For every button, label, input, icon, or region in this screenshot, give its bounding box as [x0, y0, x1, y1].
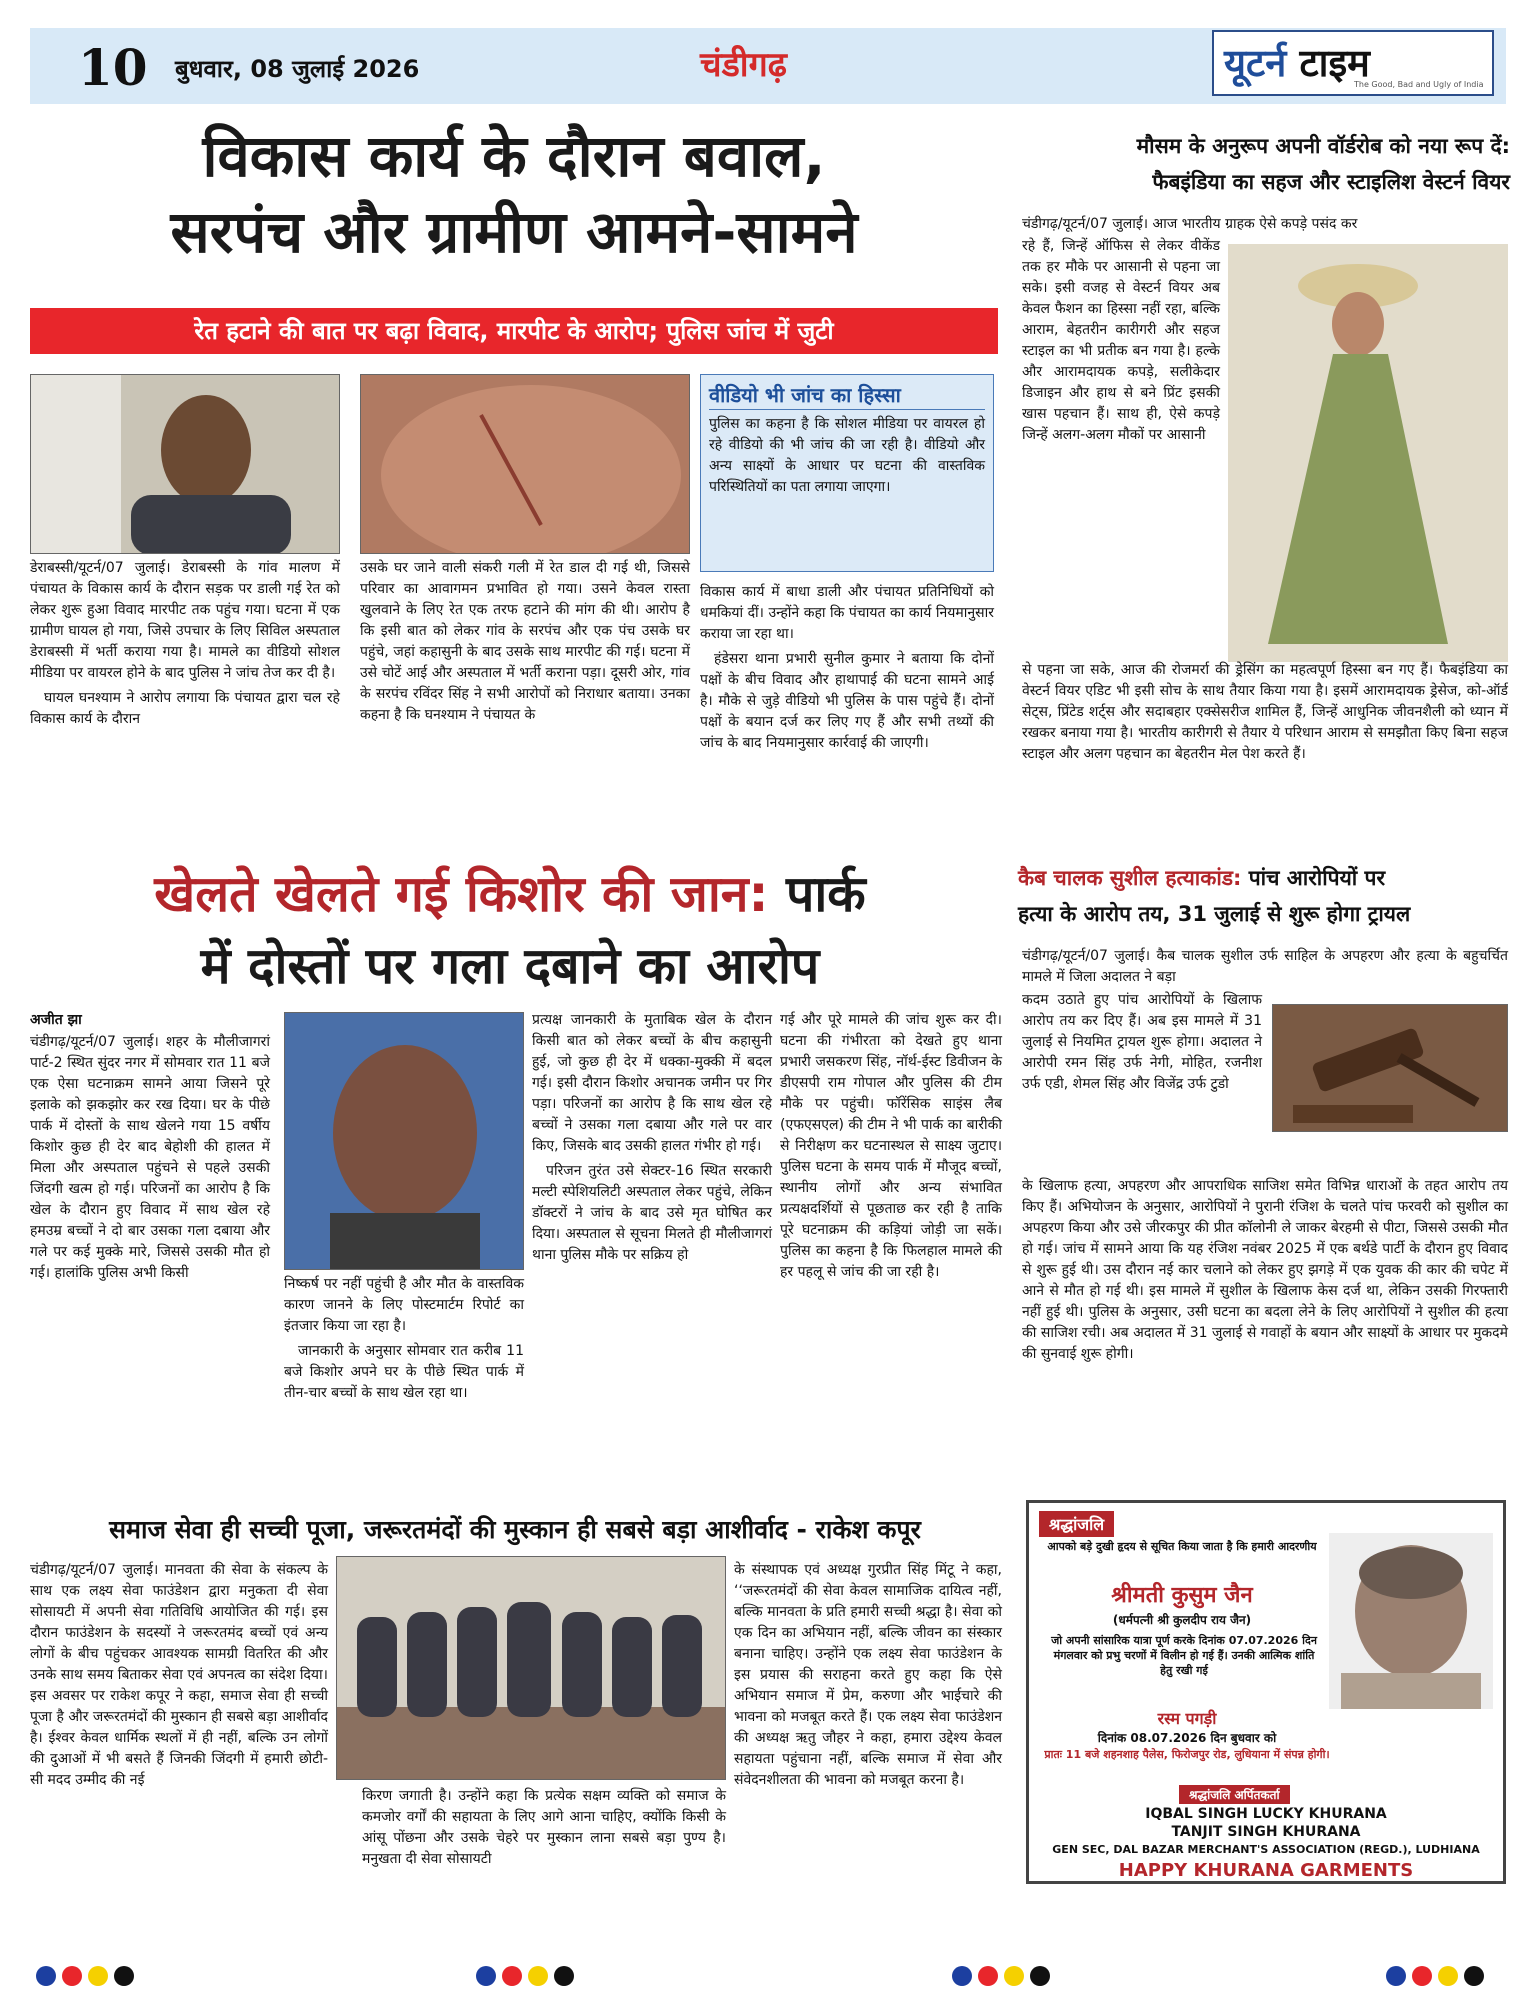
story3-column1: चंडीगढ़/यूटर्न/07 जुलाई। मानवता की सेवा के संकल्प के साथ एक लक्ष्य सेवा फाउंडेशन द्वारा मनुकता दी सेवा सोसायटी में अपनी सेवा गतिविधि आयोजित की गई। इस दौरान फाउंडेशन के सदस्यों ने जरूरतमंद बच्चों एवं अन्य लोगों के बीच पहुंचकर आवश्यक सामग्री वितरित की और उनके साथ समय बिताकर सेवा एवं अपनत्व का संदेश दिया। इस अवसर पर राकेश कपूर ने कहा, समाज सेवा ही सच्ची पूजा है और जरूरतमंदों की मुस्कान ही सबसे बड़ा आशीर्वाद है। ईश्वर केवल धार्मिक स्थलों में ही नहीं, बल्कि उन लोगों की दुआओं में भी बसते हैं जिनकी जिंदगी में हमारी छोटी-सी मदद उम्मीद की नई — [30, 1562, 328, 1788]
gavel-photo — [1272, 1004, 1508, 1132]
cab-headline-black: पांच आरोपियों पर — [1248, 866, 1386, 890]
association-name: GEN SEC, DAL BAZAR MERCHANT'S ASSOCIATION (REGD.), LUDHIANA — [1052, 1843, 1480, 1856]
cab-column-wide: के खिलाफ हत्या, अपहरण और आपराधिक साजिश समेत विभिन्न धाराओं के तहत आरोप तय किए हैं। अभियोजन के अनुसार, आरोपियों ने पुरानी रंजिश के चलते पांच फरवरी को सुशील का अपहरण किया और उसे जीरकपुर की प्रीत कॉलोनी ले जाकर बेरहमी से पीटा, जिससे उसकी मौत हो गई। जांच में सामने आया कि यह रंजिश नवंबर 2025 में एक बर्थडे पार्टी के दौरान हुए विवाद से शुरू हुई थी। उस दौरान नई कार चलाने को लेकर हुए झगड़े में एक युवक की कार की चपेट में आने से मौत हो गई थी। इस मामले में सुशील के खिलाफ केस दर्ज था, लेकिन उसकी गिरफ्तारी नहीं हुई थी। पुलिस के अनुसार, उसी घटना का बदला लेने के लिए आरोपियों ने सुशील की हत्या की साजिश रची। अब अदालत में 31 जुलाई से गवाहों के बयान और साक्ष्यों के आधार पर मुकदमे की सुनवाई शुरू होगी। — [1022, 1178, 1508, 1362]
deceased-name: श्रीमती कुसुम जैन — [1111, 1583, 1253, 1608]
offered-by-name2: TANJIT SINGH KHURANA — [1171, 1824, 1361, 1840]
registration-marks-3 — [952, 1966, 1050, 1986]
group-photo — [336, 1556, 726, 1780]
cab-dateline: चंडीगढ़/यूटर्न/07 जुलाई। कैब चालक सुशील उर्फ साहिल के अपहरण और हत्या के बहुचर्चित मामले में जिला अदालत ने बड़ा — [1022, 948, 1508, 985]
offered-by-name1: IQBAL SINGH LUCKY KHURANA — [1145, 1806, 1387, 1822]
registration-marks-1 — [36, 1966, 134, 1986]
logo-main: यूटर्न — [1224, 41, 1287, 85]
obituary-title: श्रद्धांजलि — [1039, 1511, 1114, 1537]
cab-headline-line2: हत्या के आरोप तय, 31 जुलाई से शुरू होगा ट्रायल — [1018, 902, 1411, 926]
sidebar-box-title: वीडियो भी जांच का हिस्सा — [709, 381, 985, 410]
model-photo — [1228, 244, 1508, 662]
story3-column3: के संस्थापक एवं अध्यक्ष गुरप्रीत सिंह मिंटू ने कहा, ‘‘जरूरतमंदों की सेवा केवल सामाजिक दायित्व नहीं, बल्कि मानवता के प्रति हमारी सच्ची श्रद्धा है। सेवा को एक दिन का अभियान नहीं, बल्कि जीवन का संस्कार बनाना चाहिए। उन्होंने एक लक्ष्य सेवा फाउंडेशन के इस प्रयास की सराहना करते हुए कहा कि ऐसे अभियान समाज में प्रेम, करुणा और भाईचारे की भावना को मजबूत करते हैं। एक लक्ष्य सेवा फाउंडेशन की अध्यक्ष ऋतु जौहर ने कहा, हमारा उद्देश्य केवल सहायता पहुंचाना नहीं, बल्कि समाज में सेवा और संवेदनशीलता की भावना को मजबूत करना है। — [734, 1562, 1002, 1788]
fabindia-headline — [1020, 128, 1510, 200]
logo-tagline: The Good, Bad and Ugly of India — [1354, 80, 1484, 89]
obituary-advert — [1026, 1500, 1506, 1884]
ceremony-date: दिनांक 08.07.2026 दिन बुधवार को — [1097, 1731, 1277, 1745]
registration-marks-2 — [476, 1966, 574, 1986]
story3-headline: समाज सेवा ही सच्ची पूजा, जरूरतमंदों की मुस्कान ही सबसे बड़ा आशीर्वाद - राकेश कपूर — [109, 1515, 921, 1544]
story1-column1: डेराबस्सी/यूटर्न/07 जुलाई। डेराबस्सी के गांव मालण में पंचायत के विकास कार्य के दौरान सड़क पर डाली गई रेत को लेकर शुरू हुआ विवाद मारपीट तक पहुंच गया। घटना में एक ग्रामीण घायल हो गया, जिसे उपचार के लिए सिविल अस्पताल डेराबस्सी में भर्ती कराया गया है। मामले का वीडियो सोशल मीडिया पर वायरल होने के बाद पुलिस ने जांच तेज कर दी है। घायल घनश्याम ने आरोप लगाया कि पंचायत द्वारा चल रहे विकास कार्य के दौरान — [30, 560, 340, 727]
story2-headline-line2: में दोस्तों पर गला दबाने का आरोप — [200, 937, 820, 995]
firm-name: HAPPY KHURANA GARMENTS — [1118, 1860, 1414, 1881]
offered-by-label: श्रद्धांजलि अर्पितकर्ता — [1179, 1785, 1290, 1804]
offered-by-names — [1029, 1805, 1503, 1883]
newspaper-logo — [1212, 30, 1494, 96]
cab-headline-red: कैब चालक सुशील हत्याकांड: — [1018, 866, 1242, 890]
story2-headline — [30, 858, 990, 1002]
story2-column2: निष्कर्ष पर नहीं पहुंची है और मौत के वास्तविक कारण जानने के लिए पोस्टमार्टम रिपोर्ट का इंतजार किया जा रहा है। जानकारी के अनुसार सोमवार रात करीब 11 बजे किशोर अपने घर के पीछे स्थित पार्क में तीन-चार बच्चों के साथ खेल रहा था। — [284, 1276, 524, 1401]
edition-name: चंडीगढ़ — [700, 45, 787, 85]
victim-photo — [284, 1012, 524, 1270]
story1-headline-line2: सरपंच और ग्रामीण आमने-सामने — [170, 198, 858, 266]
ceremony-venue: प्रातः 11 बजे शहनशाह पैलेस, फिरोजपुर रोड, लुधियाना में संपन्न होगी। — [1044, 1748, 1330, 1761]
story3-column2: किरण जगाती है। उन्होंने कहा कि प्रत्येक सक्षम व्यक्ति को समाज के कमजोर वर्गों की सहायता के लिए आगे आना चाहिए, क्योंकि किसी के आंसू पोंछना और उसके चेहरे पर मुस्कान लाना सबसे बड़ा पुण्य है। मनुखता दी सेवा सोसायटी — [362, 1788, 726, 1867]
fabindia-dateline: चंडीगढ़/यूटर्न/07 जुलाई। आज भारतीय ग्राहक ऐसे कपड़े पसंद कर — [1022, 216, 1358, 232]
obituary-body: जो अपनी सांसारिक यात्रा पूर्ण करके दिनांक 07.07.2026 दिन मंगलवार को प्रभु चरणों में विलीन हो गई हैं। उनकी आत्मिक शांति हेतु रखी गई — [1051, 1634, 1317, 1677]
story1-subheadline: रेत हटाने की बात पर बढ़ा विवाद, मारपीट के आरोप; पुलिस जांच में जुटी — [30, 308, 998, 354]
ceremony-name: रस्म पगड़ी — [1157, 1709, 1217, 1728]
cab-column-narrow: कदम उठाते हुए पांच आरोपियों के खिलाफ आरोप तय कर दिए हैं। अब इस मामले में 31 जुलाई से नियमित ट्रायल शुरू होगा। अदालत ने आरोपी रमन सिंह उर्फ नेगी, मोहित, रजनीश उर्फ एडी, शेमल सिंह और विजेंद्र उर्फ टुडो — [1022, 992, 1262, 1092]
story2-headline-red: खेलते खेलते गई किशोर की जान: — [154, 865, 769, 923]
issue-date: बुधवार, 08 जुलाई 2026 — [175, 55, 420, 83]
story1-column2: उसके घर जाने वाली संकरी गली में रेत डाल दी गई थी, जिससे परिवार का आवागमन प्रभावित हो गया। उसने केवल रास्ता खुलवाने के लिए रेत एक तरफ हटाने की मांग की थी। आरोप है कि इसी बात को लेकर गांव के सरपंच और एक पंच उसके घर पहुंचे, जहां कहासुनी के बाद उसके साथ मारपीट की गई। घटना में उसे चोटें आई और अस्पताल में भर्ती कराना पड़ा। दूसरी ओर, गांव के सरपंच रविंदर सिंह ने सभी आरोपों को निराधार बताया। उनका कहना है कि घनश्याम ने पंचायत के — [360, 560, 690, 723]
story1-column3: विकास कार्य में बाधा डाली और पंचायत प्रतिनिधियों को धमकियां दीं। उन्होंने कहा कि पंचायत का कार्य नियमानुसार कराया जा रहा था। हंडेसरा थाना प्रभारी सुनील कुमार ने बताया कि दोनों पक्षों के बीच विवाद और हाथापाई की घटना सामने आई है। मौके से जुड़े वीडियो भी पुलिस के पास पहुंचे हैं। दोनों पक्षों के बयान दर्ज कर लिए गए हैं और सभी तथ्यों की जांच के बाद नियमानुसार कार्रवाई की जाएगी। — [700, 584, 994, 751]
cab-headline — [1018, 860, 1510, 932]
deceased-relation: (धर्मपत्नी श्री कुलदीप राय जैन) — [1112, 1613, 1252, 1627]
logo-second: टाइम — [1299, 41, 1370, 85]
injury-photo — [360, 374, 690, 554]
fabindia-column-wide: से पहना जा सके, आज की रोजमर्रा की ड्रेसिंग का महत्वपूर्ण हिस्सा बन गए हैं। फैबइंडिया का वेस्टर्न वियर एडिट भी इसी सोच के साथ तैयार किया गया है। इसमें आरामदायक ड्रेसेज, को-ऑर्ड सेट्स, प्रिंटेड शर्ट्स और सदाबहार एक्सेसरीज शामिल हैं, जिन्हें आधुनिक जीवनशैली को ध्यान में रखकर बनाया गया है। भारतीय कारीगरी से तैयार ये परिधान आराम से समझौता किए बिना सहज स्टाइल और अलग पहचान का बेहतरीन मेल पेश करते हैं। — [1022, 662, 1508, 762]
story2-headline-black: पार्क — [785, 865, 866, 923]
story2-column1: चंडीगढ़/यूटर्न/07 जुलाई। शहर के मौलीजागरां पार्ट-2 स्थित सुंदर नगर में सोमवार रात 11 बजे एक ऐसा घटनाक्रम सामने आया जिसने पूरे इलाके को झकझोर कर रख दिया। घर के पीछे पार्क में दोस्तों के साथ खेलने गया 15 वर्षीय किशोर कुछ ही देर बाद बेहोशी की हालत में मिला और अस्पताल पहुंचने से पहले उसकी जिंदगी खत्म हो गई। परिजनों का आरोप है कि खेल के दौरान हुए विवाद में साथ खेल रहे हमउम्र बच्चों ने दो बार उसका गला दबाया और गले पर कई मुक्के मारे, जिससे उसकी मौत हो गई। हालांकि पुलिस अभी किसी — [30, 1034, 270, 1281]
sidebar-box-text: पुलिस का कहना है कि सोशल मीडिया पर वायरल हो रहे वीडियो की भी जांच की जा रही है। वीडियो और अन्य साक्ष्यों के आधार पर घटना की वास्तविक परिस्थितियों का पता लगाया जाएगा। — [709, 416, 985, 495]
story1-headline-line1: विकास कार्य के दौरान बवाल, — [202, 122, 826, 190]
fabindia-column-narrow: रहे हैं, जिन्हें ऑफिस से लेकर वीकेंड तक हर मौके पर आसानी से पहना जा सके। इसी वजह से वेस्टर्न वियर अब केवल फैशन का हिस्सा नहीं रहा, बल्कि आराम, बेहतरीन कारीगरी और सहज स्टाइल का भी प्रतीक बन गया है। हल्के और आरामदायक कपड़े, सलीकेदार डिजाइन और हाथ से बने प्रिंट इसकी खास पहचान हैं। साथ ही, ऐसे कपड़े जिन्हें अलग-अलग मौकों पर आसानी — [1022, 238, 1220, 443]
registration-marks-4 — [1386, 1966, 1484, 1986]
story1-headline — [28, 118, 1000, 270]
page-number: 10 — [78, 38, 148, 97]
story2-column3: प्रत्यक्ष जानकारी के मुताबिक खेल के दौरान किसी बात को लेकर बच्चों के बीच कहासुनी हुई, जो कुछ ही देर में धक्का-मुक्की में बदल गई। इसी दौरान किशोर अचानक जमीन पर गिर पड़ा। परिजनों का आरोप है कि साथ खेल रहे बच्चों ने उसका गला दबाया और गले पर वार किए, जिसके बाद उसकी हालत गंभीर हो गई। परिजन तुरंत उसे सेक्टर-16 स्थित सरकारी मल्टी स्पेशियलिटी अस्पताल लेकर पहुंचे, लेकिन डॉक्टरों ने जांच के बाद उसे मृत घोषित कर दिया। अस्पताल से सूचना मिलते ही मौलीजागरां थाना पुलिस मौके पर सक्रिय हो — [532, 1012, 772, 1263]
story2-byline: अजीत झा — [30, 1012, 82, 1028]
injured-man-photo — [30, 374, 340, 554]
deceased-photo — [1329, 1533, 1493, 1709]
story1-sidebar-box — [700, 374, 994, 572]
story2-column4: गई और पूरे मामले की जांच शुरू कर दी। घटना की गंभीरता को देखते हुए थाना प्रभारी जसकरण सिंह, नॉर्थ-ईस्ट डिवीजन के डीएसपी राम गोपाल और पुलिस की टीम मौके पर पहुंची। फॉरेंसिक साइंस लैब (एफएसएल) की टीम ने भी पार्क का बारीकी से निरीक्षण कर घटनास्थल से साक्ष्य जुटाए। पुलिस घटना के समय पार्क में मौजूद बच्चों, स्थानीय लोगों और अन्य संभावित प्रत्यक्षदर्शियों से पूछताछ कर रही है ताकि पूरे घटनाक्रम की कड़ियां जोड़ी जा सकें। पुलिस का कहना है कि फिलहाल मामले की हर पहलू से जांच की जा रही है। — [780, 1012, 1002, 1280]
obituary-intro: आपको बड़े दुखी हृदय से सूचित किया जाता है कि हमारी आदरणीय — [1047, 1540, 1317, 1553]
fabindia-headline-line1: मौसम के अनुरूप अपनी वॉर्डरोब को नया रूप दें: — [1136, 134, 1510, 158]
fabindia-headline-line2: फैबइंडिया का सहज और स्टाइलिश वेस्टर्न वियर — [1152, 170, 1510, 194]
